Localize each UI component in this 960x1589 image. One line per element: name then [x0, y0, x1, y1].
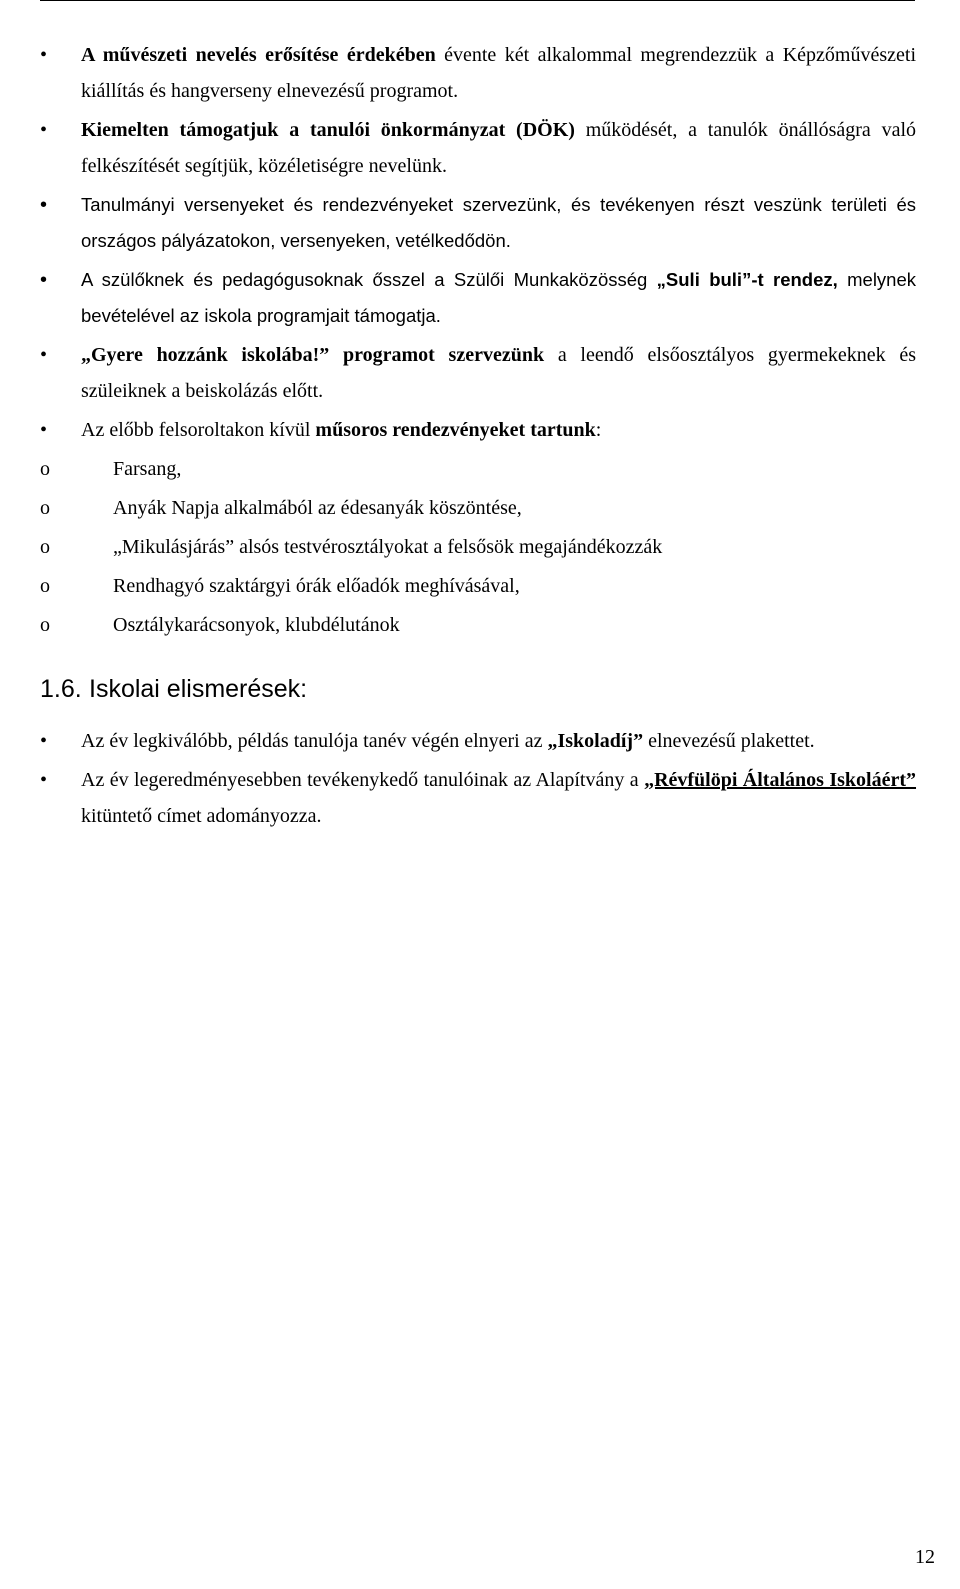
section-heading [40, 671, 916, 707]
text-run: Az év legkiválóbb, példás tanulója tanév végén elnyeri az [81, 730, 548, 752]
sub-list-marker: o [40, 536, 50, 558]
text-run: : [595, 419, 602, 441]
sub-list-text: Anyák Napja alkalmából az édesanyák köszöntése, [113, 497, 522, 519]
bullet-item [40, 37, 916, 109]
section-number: 1.6. [40, 675, 82, 703]
bullet-item [40, 112, 916, 184]
bullet-item [40, 337, 916, 409]
bullet-item [40, 762, 916, 834]
text-run: Tanulmányi versenyeket és rendezvényeket szervezünk, és tevékenyen részt veszünk területi és országos pályázatokon, versenyeken, vetélkedődön. [81, 194, 916, 251]
sub-list-item [40, 451, 916, 487]
sub-list-marker: o [40, 614, 50, 636]
text-run: évente két alkalommal megrendezzük a Képzőművészeti kiállítás és hangverseny elnevezésű programot. [81, 44, 917, 102]
sub-list-item [40, 490, 916, 526]
sub-list-item [40, 568, 916, 604]
bold-text-run: Kiemelten támogatjuk a tanulói önkormányzat (DÖK) [81, 119, 575, 141]
sub-list-text: Farsang, [113, 458, 182, 480]
page-number: 12 [915, 1546, 935, 1568]
bullet-list-programs [40, 37, 916, 448]
text-run: Az előbb felsoroltakon kívül [81, 419, 316, 441]
bold-text-run: „Révfülöpi Általános Iskoláért” [644, 769, 917, 791]
sub-list-marker: o [40, 458, 50, 480]
bold-text-run: „Gyere hozzánk iskolába!” programot szervezünk [81, 344, 545, 366]
text-run: kitüntető címet adományozza. [81, 805, 322, 827]
sub-list-item [40, 607, 916, 643]
bullet-list-awards [40, 723, 916, 834]
bold-text-run: A művészeti nevelés erősítése érdekében [81, 44, 436, 66]
document-body [40, 37, 916, 837]
sub-list-text: Rendhagyó szaktárgyi órák előadók meghívásával, [113, 575, 520, 597]
bullet-item [40, 412, 916, 448]
sub-list-text: „Mikulásjárás” alsós testvérosztályokat a felsősök megajándékozzák [113, 536, 663, 558]
sub-list-events [40, 451, 916, 643]
text-run: a leendő elsőosztályos gyermekeknek és szüleiknek a beiskolázás előtt. [81, 344, 916, 402]
text-run: A szülőknek és pedagógusoknak ősszel a Szülői Munkaközösség [81, 269, 657, 290]
bold-text-run: „Iskoladíj” [547, 730, 644, 752]
bullet-item [40, 723, 916, 759]
text-run: működését, a tanulók önállóságra való felkészítését segítjük, közéletiségre nevelünk. [81, 119, 916, 177]
section-title: Iskolai elismerések: [89, 675, 308, 703]
sub-list-text: Osztálykarácsonyok, klubdélutánok [113, 614, 400, 636]
text-run: melynek bevételével az iskola programjait támogatja. [81, 269, 917, 326]
bullet-item [40, 187, 916, 259]
sub-list-marker: o [40, 575, 50, 597]
text-run: elnevezésű plakettet. [643, 730, 815, 752]
bold-text-run: „Suli buli”-t rendez, [656, 269, 838, 290]
bullet-item [40, 262, 916, 334]
sub-list-marker: o [40, 497, 50, 519]
header-rule [40, 0, 915, 1]
text-run: Az év legeredményesebben tevékenykedő tanulóinak az Alapítvány a [81, 769, 645, 791]
sub-list-item [40, 529, 916, 565]
bold-text-run: műsoros rendezvényeket tartunk [315, 419, 596, 441]
